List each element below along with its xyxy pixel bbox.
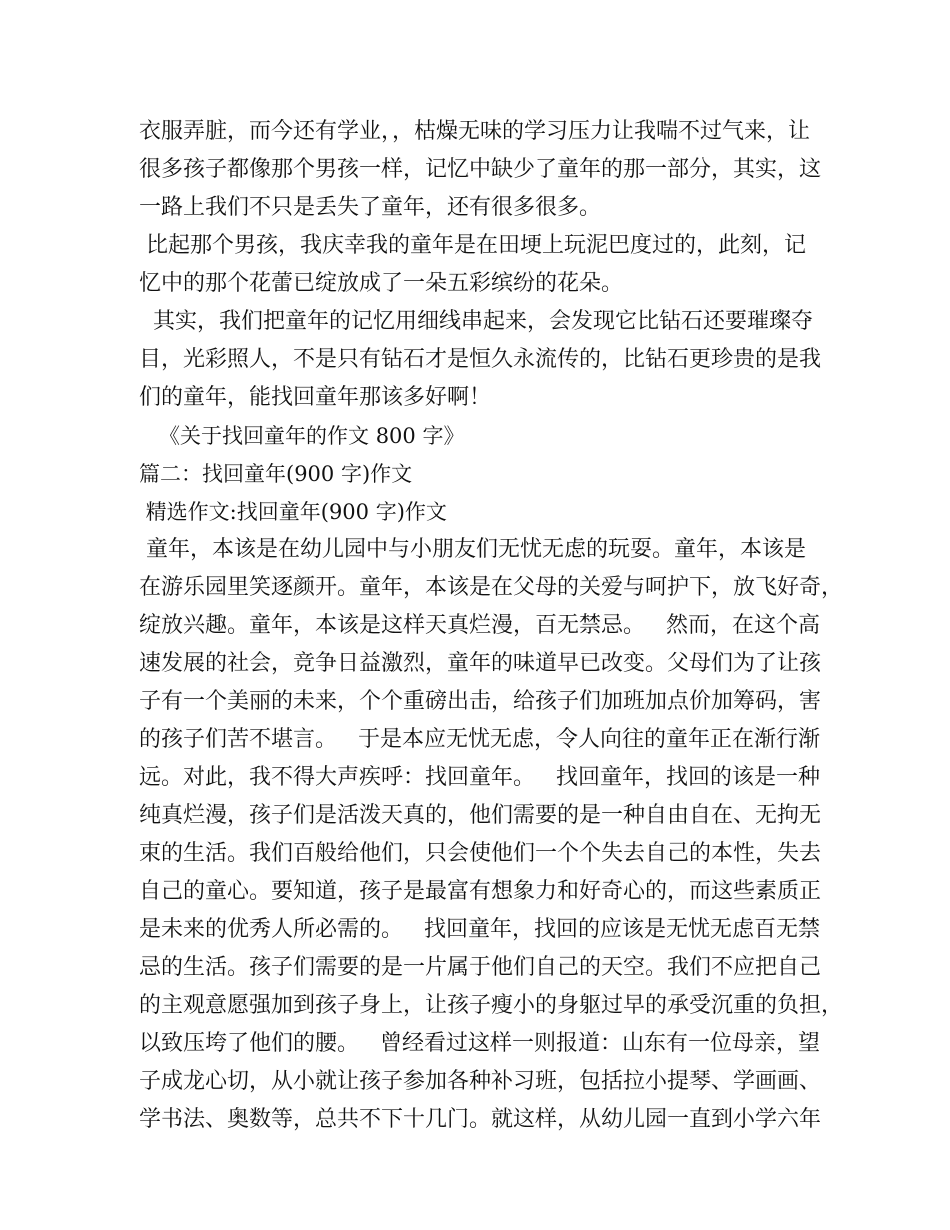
body-line: 速发展的社会，竞争日益激烈，童年的味道早已改变。父母们为了让孩 [139,651,822,676]
body-line: 是未来的优秀人所必需的。 找回童年，找回的应该是无忧无虑百无禁 [139,917,820,942]
body-line: 忆中的那个花蕾已绽放成了一朵五彩缤纷的花朵。 [139,271,624,296]
body-line: 们的童年，能找回童年那该多好啊！ [139,385,492,410]
body-line: 绽放兴趣。童年，本该是这样天真烂漫，百无禁忌。 然而，在这个高 [139,613,820,638]
body-line: 忌的生活。孩子们需要的是一片属于他们自己的天空。我们不应把自己 [139,955,822,980]
body-line: 其实，我们把童年的记忆用细线串起来，会发现它比钻石还要璀璨夺 [139,309,813,334]
body-line: 衣服弄脏，而今还有学业，，枯燥无味的学习压力让我喘不过气来，让 [139,119,811,144]
body-line: 自己的童心。要知道，孩子是最富有想象力和好奇心的，而这些素质正 [139,879,822,904]
body-line: 子成龙心切，从小就让孩子参加各种补习班，包括拉小提琴、学画画、 [139,1069,822,1094]
body-line: 一路上我们不只是丢失了童年，还有很多很多。 [139,195,602,220]
article-body [139,113,844,1139]
body-line: 远。对此，我不得大声疾呼：找回童年。 找回童年，找回的该是一种 [139,765,820,790]
body-line: 子有一个美丽的未来，个个重磅出击，给孩子们加班加点价加筹码，害 [139,689,822,714]
body-line: 的主观意愿强加到孩子身上，让孩子瘦小的身躯过早的承受沉重的负担， [139,993,844,1018]
body-line: 纯真烂漫，孩子们是活泼天真的，他们需要的是一种自由自在、无拘无 [139,803,822,828]
body-line: 比起那个男孩，我庆幸我的童年是在田埂上玩泥巴度过的，此刻，记 [139,233,806,258]
section-heading: 篇二：找回童年(900 字)作文 [139,462,413,486]
body-line: 学书法、奥数等，总共不下十几门。就这样，从幼儿园一直到小学六年 [139,1107,822,1132]
body-line: 的孩子们苦不堪言。 于是本应无忧无虑，令人向往的童年正在渐行渐 [139,727,820,752]
body-line: 很多孩子都像那个男孩一样，记忆中缺少了童年的那一部分，其实，这 [139,157,822,182]
article-title: 《关于找回童年的作文 800 字》 [139,424,465,448]
section-subheading: 精选作文:找回童年(900 字)作文 [139,500,447,524]
body-line: 童年，本该是在幼儿园中与小朋友们无忧无虑的玩耍。童年，本该是 [139,537,806,562]
body-line: 以致压垮了他们的腰。 曾经看过这样一则报道：山东有一位母亲，望 [139,1031,820,1056]
body-line: 在游乐园里笑逐颜开。童年，本该是在父母的关爱与呵护下，放飞好奇， [139,575,844,600]
body-line: 束的生活。我们百般给他们，只会使他们一个个失去自己的本性，失去 [139,841,822,866]
body-line: 目，光彩照人，不是只有钻石才是恒久永流传的，比钻石更珍贵的是我 [139,347,822,372]
